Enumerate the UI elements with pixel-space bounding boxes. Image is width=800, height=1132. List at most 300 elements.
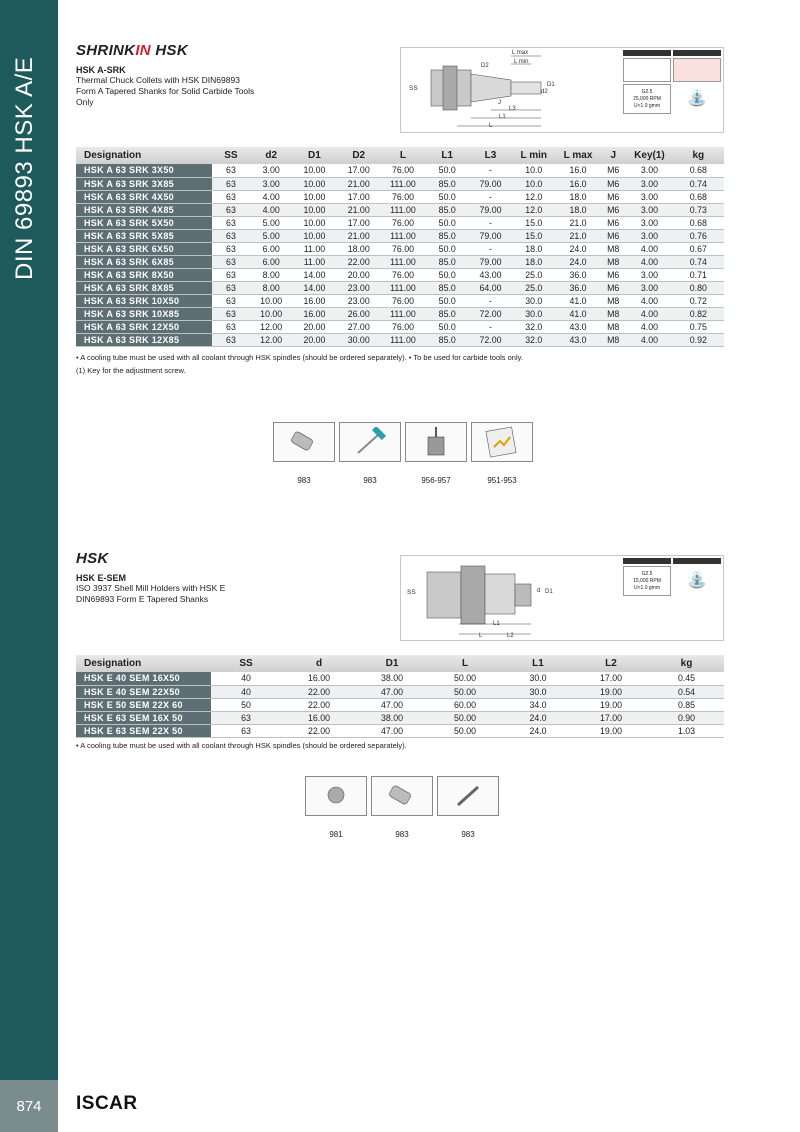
table-cell: 0.45 — [649, 672, 724, 685]
table-row — [76, 268, 724, 281]
table-cell: 40 — [211, 685, 281, 698]
table-cell: 0.68 — [673, 216, 724, 229]
table-row — [76, 724, 724, 737]
accessories-2 — [305, 776, 499, 839]
col-ss: SS — [211, 655, 281, 672]
note-cooling: • A cooling tube must be used with all coolant through HSK spindles (should be ordered separately). • To be used for carbide tools only. — [76, 353, 523, 362]
spec-icons — [623, 50, 723, 132]
accessories-1 — [273, 422, 533, 485]
accessory-label: 983 — [461, 830, 475, 839]
col-l1: L1 — [425, 147, 469, 164]
table-cell: 43.0 — [556, 320, 600, 333]
table-cell: 76.00 — [381, 164, 425, 177]
table-cell: 50.00 — [427, 672, 503, 685]
label-d: d — [537, 588, 541, 594]
label-l: L — [479, 633, 483, 639]
table-cell: 63 — [212, 229, 250, 242]
accessory-item[interactable] — [273, 422, 335, 485]
table-cell: 50.0 — [425, 190, 469, 203]
table-cell: M8 — [600, 255, 626, 268]
accessory-label: 981 — [329, 830, 343, 839]
table-cell: 47.00 — [357, 685, 427, 698]
col-kg: kg — [649, 655, 724, 672]
table-row — [76, 672, 724, 685]
table-row — [76, 294, 724, 307]
table-cell: 63 — [211, 724, 281, 737]
designation-cell: HSK E 50 SEM 22X 60 — [76, 698, 211, 711]
accessory-item[interactable] — [437, 776, 499, 839]
note-key: (1) Key for the adjustment screw. — [76, 366, 186, 375]
table-cell: 4.00 — [250, 190, 292, 203]
table-cell: M6 — [600, 229, 626, 242]
table-cell: M8 — [600, 294, 626, 307]
balance-spec: G2.5 25,000 RPM U<1.0 gmm — [623, 84, 671, 114]
table-cell: M8 — [600, 242, 626, 255]
table-cell: 111.00 — [381, 229, 425, 242]
table-cell: 64.00 — [469, 281, 511, 294]
table-cell: M6 — [600, 164, 626, 177]
designation-cell: HSK A 63 SRK 3X85 — [76, 177, 212, 190]
table-cell: 3.00 — [626, 177, 672, 190]
table-cell: 60.00 — [427, 698, 503, 711]
table-row — [76, 281, 724, 294]
accessory-item[interactable] — [305, 776, 367, 839]
table-cell: 0.54 — [649, 685, 724, 698]
designation-cell: HSK A 63 SRK 12X50 — [76, 320, 212, 333]
table-cell: 18.00 — [337, 242, 381, 255]
label-lmax: L max — [512, 50, 529, 56]
table-cell: - — [469, 294, 511, 307]
table-cell: 10.0 — [512, 177, 556, 190]
table-cell: 25.0 — [512, 281, 556, 294]
table-cell: 111.00 — [381, 307, 425, 320]
table-cell: 63 — [212, 307, 250, 320]
table-cell: 30.0 — [512, 307, 556, 320]
table-cell: - — [469, 216, 511, 229]
accessory-item[interactable] — [339, 422, 401, 485]
col-kg: kg — [673, 147, 724, 164]
table-cell: 4.00 — [626, 255, 672, 268]
table-cell: 8.00 — [250, 268, 292, 281]
table-cell: 50.0 — [425, 242, 469, 255]
table-cell: 10.00 — [292, 216, 336, 229]
table-cell: 47.00 — [357, 698, 427, 711]
table-cell: 22.00 — [281, 685, 357, 698]
table-cell: 0.73 — [673, 203, 724, 216]
table-cell: 85.0 — [425, 307, 469, 320]
coolant-icon: ⛲ — [687, 90, 707, 107]
table-cell: 1.03 — [649, 724, 724, 737]
table-cell: M6 — [600, 268, 626, 281]
designation-cell: HSK E 63 SEM 16X 50 — [76, 711, 211, 724]
table-row — [76, 255, 724, 268]
table-cell: 17.00 — [337, 190, 381, 203]
label-l1: L1 — [493, 621, 500, 627]
table-cell: 0.90 — [649, 711, 724, 724]
table-cell: 111.00 — [381, 333, 425, 346]
screw-icon — [371, 776, 433, 816]
table-cell: 17.00 — [337, 164, 381, 177]
table-cell: 11.00 — [292, 242, 336, 255]
table-cell: 0.80 — [673, 281, 724, 294]
table-cell: 21.0 — [556, 229, 600, 242]
table-cell: 3.00 — [626, 164, 672, 177]
table-cell: 10.00 — [250, 294, 292, 307]
table-row — [76, 216, 724, 229]
heat-icon — [673, 58, 721, 82]
table-cell: 50.0 — [425, 294, 469, 307]
accessory-item[interactable] — [371, 776, 433, 839]
table-cell: 111.00 — [381, 177, 425, 190]
table-cell: 76.00 — [381, 216, 425, 229]
table-cell: 24.0 — [503, 724, 573, 737]
table-cell: 79.00 — [469, 229, 511, 242]
table-cell: 4.00 — [626, 333, 672, 346]
table-cell: 0.76 — [673, 229, 724, 242]
table-cell: 36.0 — [556, 281, 600, 294]
table-cell: 63 — [212, 255, 250, 268]
table-cell: 26.00 — [337, 307, 381, 320]
table-cell: 30.00 — [337, 333, 381, 346]
table-cell: 16.00 — [281, 711, 357, 724]
page-number: 874 — [0, 1080, 58, 1132]
table-cell: - — [469, 164, 511, 177]
table-cell: 19.00 — [573, 698, 649, 711]
col-l2: L2 — [573, 655, 649, 672]
table-cell: 63 — [212, 320, 250, 333]
table-cell: 22.00 — [281, 698, 357, 711]
table-cell: 19.00 — [573, 685, 649, 698]
table-cell: - — [469, 242, 511, 255]
table-cell: M6 — [600, 216, 626, 229]
table-cell: 27.00 — [337, 320, 381, 333]
accessory-label: 983 — [297, 476, 311, 485]
accessory-label: 983 — [395, 830, 409, 839]
table-cell: 0.71 — [673, 268, 724, 281]
table-cell: 72.00 — [469, 307, 511, 320]
col-d1: D1 — [357, 655, 427, 672]
table-row — [76, 203, 724, 216]
designation-cell: HSK A 63 SRK 10X85 — [76, 307, 212, 320]
col-l: L — [427, 655, 503, 672]
table-cell: 63 — [212, 294, 250, 307]
accessory-item[interactable] — [405, 422, 467, 485]
table-cell: 17.00 — [573, 672, 649, 685]
table-cell: 63 — [212, 164, 250, 177]
screw-icon — [305, 776, 367, 816]
table-cell: 11.00 — [292, 255, 336, 268]
table-cell: 79.00 — [469, 203, 511, 216]
table-cell: 18.0 — [512, 255, 556, 268]
designation-cell: HSK A 63 SRK 8X50 — [76, 268, 212, 281]
table-cell: M6 — [600, 203, 626, 216]
col-l: L — [381, 147, 425, 164]
table-cell: 6.00 — [250, 255, 292, 268]
srk-table — [76, 147, 724, 347]
table-cell: 63 — [211, 711, 281, 724]
table-cell: 16.00 — [292, 307, 336, 320]
label-l3: L3 — [509, 106, 516, 112]
col-ss: SS — [212, 147, 250, 164]
table-cell: 24.0 — [556, 255, 600, 268]
table-cell: 0.68 — [673, 164, 724, 177]
label-l: L — [489, 123, 493, 129]
table-cell: M8 — [600, 333, 626, 346]
table-cell: 6.00 — [250, 242, 292, 255]
section-title: HSK — [76, 550, 109, 567]
table-cell: 3.00 — [626, 268, 672, 281]
col-designation: Designation — [76, 655, 211, 672]
table-cell: 3.00 — [626, 203, 672, 216]
table-cell: 0.82 — [673, 307, 724, 320]
col-d1: D1 — [292, 147, 336, 164]
table-cell: 14.00 — [292, 281, 336, 294]
designation-cell: HSK A 63 SRK 4X50 — [76, 190, 212, 203]
table-cell: 0.72 — [673, 294, 724, 307]
designation-cell: HSK A 63 SRK 10X50 — [76, 294, 212, 307]
table-cell: 76.00 — [381, 190, 425, 203]
table-cell: 30.0 — [512, 294, 556, 307]
table-cell: 15.0 — [512, 216, 556, 229]
table-row — [76, 698, 724, 711]
designation-cell: HSK A 63 SRK 6X50 — [76, 242, 212, 255]
col-j: J — [600, 147, 626, 164]
table-cell: 34.0 — [503, 698, 573, 711]
table-cell: 12.0 — [512, 203, 556, 216]
table-cell: 14.00 — [292, 268, 336, 281]
table-cell: 19.00 — [573, 724, 649, 737]
table-cell: 18.0 — [556, 190, 600, 203]
table-row — [76, 229, 724, 242]
table-cell: 3.00 — [626, 281, 672, 294]
table-cell: 20.00 — [337, 268, 381, 281]
table-cell: 18.0 — [512, 242, 556, 255]
table-cell: 50.00 — [427, 685, 503, 698]
clamping-badge — [673, 50, 721, 56]
section-title: SHRINKIN HSK — [76, 42, 188, 59]
table-cell: 0.92 — [673, 333, 724, 346]
table-cell: 38.00 — [357, 672, 427, 685]
document-icon — [471, 422, 533, 462]
table-cell: 21.00 — [337, 229, 381, 242]
table-cell: 10.0 — [512, 164, 556, 177]
table-cell: M6 — [600, 281, 626, 294]
table-cell: 17.00 — [337, 216, 381, 229]
col-d2: d2 — [250, 147, 292, 164]
table-cell: 10.00 — [250, 307, 292, 320]
table-cell: 63 — [212, 333, 250, 346]
table-cell: 111.00 — [381, 281, 425, 294]
table-cell: 63 — [212, 203, 250, 216]
table-cell: 111.00 — [381, 255, 425, 268]
technical-drawing-2 — [400, 555, 724, 641]
table-cell: 10.00 — [292, 229, 336, 242]
label-d: d2 — [541, 89, 548, 95]
table-cell: 4.00 — [626, 307, 672, 320]
table-cell: 76.00 — [381, 320, 425, 333]
table-cell: M6 — [600, 177, 626, 190]
col-l1: L1 — [503, 655, 573, 672]
table-cell: 63 — [212, 216, 250, 229]
table-cell: 22.00 — [281, 724, 357, 737]
label-d2-upper: D2 — [481, 63, 489, 69]
table-cell: - — [469, 320, 511, 333]
table-cell: 16.0 — [556, 177, 600, 190]
table-cell: 3.00 — [250, 164, 292, 177]
table-cell: 24.0 — [503, 711, 573, 724]
label-d1: D1 — [547, 82, 555, 88]
designation-cell: HSK A 63 SRK 12X85 — [76, 333, 212, 346]
table-cell: 23.00 — [337, 294, 381, 307]
table-cell: 3.00 — [626, 190, 672, 203]
table-cell: 20.00 — [292, 320, 336, 333]
table-cell: 43.00 — [469, 268, 511, 281]
table-cell: 47.00 — [357, 724, 427, 737]
table-cell: 50.0 — [425, 216, 469, 229]
col-key: Key(1) — [626, 147, 672, 164]
table-cell: 63 — [212, 242, 250, 255]
designation-cell: HSK E 40 SEM 16X50 — [76, 672, 211, 685]
table-row — [76, 333, 724, 346]
screw-icon — [273, 422, 335, 462]
table-cell: 12.00 — [250, 320, 292, 333]
table-cell: 10.00 — [292, 203, 336, 216]
table-cell: 30.0 — [503, 672, 573, 685]
table-cell: 10.00 — [292, 164, 336, 177]
designation-cell: HSK A 63 SRK 5X85 — [76, 229, 212, 242]
accessory-label: 956-957 — [421, 476, 451, 485]
table-cell: 21.0 — [556, 216, 600, 229]
table-cell: 16.0 — [556, 164, 600, 177]
table-cell: 63 — [212, 281, 250, 294]
table-cell: 23.00 — [337, 281, 381, 294]
table-cell: 111.00 — [381, 203, 425, 216]
table-cell: 63 — [212, 268, 250, 281]
table-cell: 16.00 — [292, 294, 336, 307]
table-cell: 50.0 — [425, 320, 469, 333]
table-cell: 10.00 — [292, 177, 336, 190]
table-cell: 85.0 — [425, 203, 469, 216]
table-cell: 76.00 — [381, 268, 425, 281]
table-cell: 0.74 — [673, 255, 724, 268]
table-cell: 76.00 — [381, 242, 425, 255]
designation-cell: HSK A 63 SRK 6X85 — [76, 255, 212, 268]
table-cell: 5.00 — [250, 216, 292, 229]
table-row — [76, 242, 724, 255]
table-cell: 41.0 — [556, 307, 600, 320]
tool-icon — [623, 58, 671, 82]
brand-logo: ISCAR — [76, 1093, 138, 1114]
table-row — [76, 711, 724, 724]
label-ss: SS — [409, 85, 418, 92]
wrench-icon — [437, 776, 499, 816]
table-cell: 85.0 — [425, 255, 469, 268]
table-cell: 36.0 — [556, 268, 600, 281]
table-cell: 3.00 — [250, 177, 292, 190]
table-cell: 21.00 — [337, 177, 381, 190]
table-cell: 40 — [211, 672, 281, 685]
table-cell: 50.0 — [425, 164, 469, 177]
table-cell: 0.85 — [649, 698, 724, 711]
table-cell: 4.00 — [626, 320, 672, 333]
product-subtitle: HSK E-SEM — [76, 573, 127, 583]
table-header-row — [76, 655, 724, 672]
table-cell: 63 — [212, 190, 250, 203]
table-cell: - — [469, 190, 511, 203]
table-cell: 72.00 — [469, 333, 511, 346]
table-cell: 32.0 — [512, 333, 556, 346]
table-cell: 50.00 — [427, 711, 503, 724]
table-cell: 17.00 — [573, 711, 649, 724]
sidebar-title: DIN 69893 HSK A/E — [11, 56, 38, 280]
designation-cell: HSK A 63 SRK 3X50 — [76, 164, 212, 177]
label-l2: L2 — [507, 633, 514, 639]
technical-drawing — [400, 47, 724, 133]
runout-badge — [623, 558, 671, 564]
table-row — [76, 190, 724, 203]
table-cell: 4.00 — [626, 242, 672, 255]
designation-cell: HSK E 40 SEM 22X50 — [76, 685, 211, 698]
runout-badge — [623, 50, 671, 56]
table-cell: M6 — [600, 190, 626, 203]
coolant-icon: ⛲ — [687, 572, 707, 589]
table-cell: 32.0 — [512, 320, 556, 333]
table-cell: 0.68 — [673, 190, 724, 203]
designation-cell: HSK A 63 SRK 5X50 — [76, 216, 212, 229]
table-cell: 85.0 — [425, 333, 469, 346]
clamping-badge — [673, 558, 721, 564]
sem-table-body — [76, 672, 724, 737]
table-cell: 25.0 — [512, 268, 556, 281]
table-cell: M8 — [600, 320, 626, 333]
table-cell: 79.00 — [469, 177, 511, 190]
table-cell: 50.00 — [427, 724, 503, 737]
table-cell: 3.00 — [626, 216, 672, 229]
table-cell: 85.0 — [425, 281, 469, 294]
product-subtitle: HSK A-SRK — [76, 65, 126, 75]
designation-cell: HSK E 63 SEM 22X 50 — [76, 724, 211, 737]
product-description: Thermal Chuck Collets with HSK DIN69893 Form A Tapered Shanks for Solid Carbide Tools Only — [76, 75, 255, 107]
table-row — [76, 685, 724, 698]
table-cell: 4.00 — [626, 294, 672, 307]
accessory-label: 983 — [363, 476, 377, 485]
srk-table-body — [76, 164, 724, 346]
table-cell: 0.74 — [673, 177, 724, 190]
sem-table — [76, 655, 724, 738]
table-cell: 0.75 — [673, 320, 724, 333]
spec-icons-2 — [623, 558, 723, 618]
label-lmin: L min — [514, 59, 529, 65]
table-cell: 79.00 — [469, 255, 511, 268]
table-cell: 21.00 — [337, 203, 381, 216]
table-row — [76, 164, 724, 177]
table-cell: M8 — [600, 307, 626, 320]
table-row — [76, 177, 724, 190]
table-cell: 38.00 — [357, 711, 427, 724]
table-cell: 8.00 — [250, 281, 292, 294]
accessory-item[interactable] — [471, 422, 533, 485]
key-icon — [339, 422, 401, 462]
label-l1: L1 — [499, 114, 506, 120]
col-lmin: L min — [512, 147, 556, 164]
table-cell: 20.00 — [292, 333, 336, 346]
table-cell: 4.00 — [250, 203, 292, 216]
label-j: J — [498, 100, 501, 106]
sidebar — [0, 0, 58, 1132]
table-cell: 41.0 — [556, 294, 600, 307]
holder-icon — [405, 422, 467, 462]
designation-cell: HSK A 63 SRK 8X85 — [76, 281, 212, 294]
